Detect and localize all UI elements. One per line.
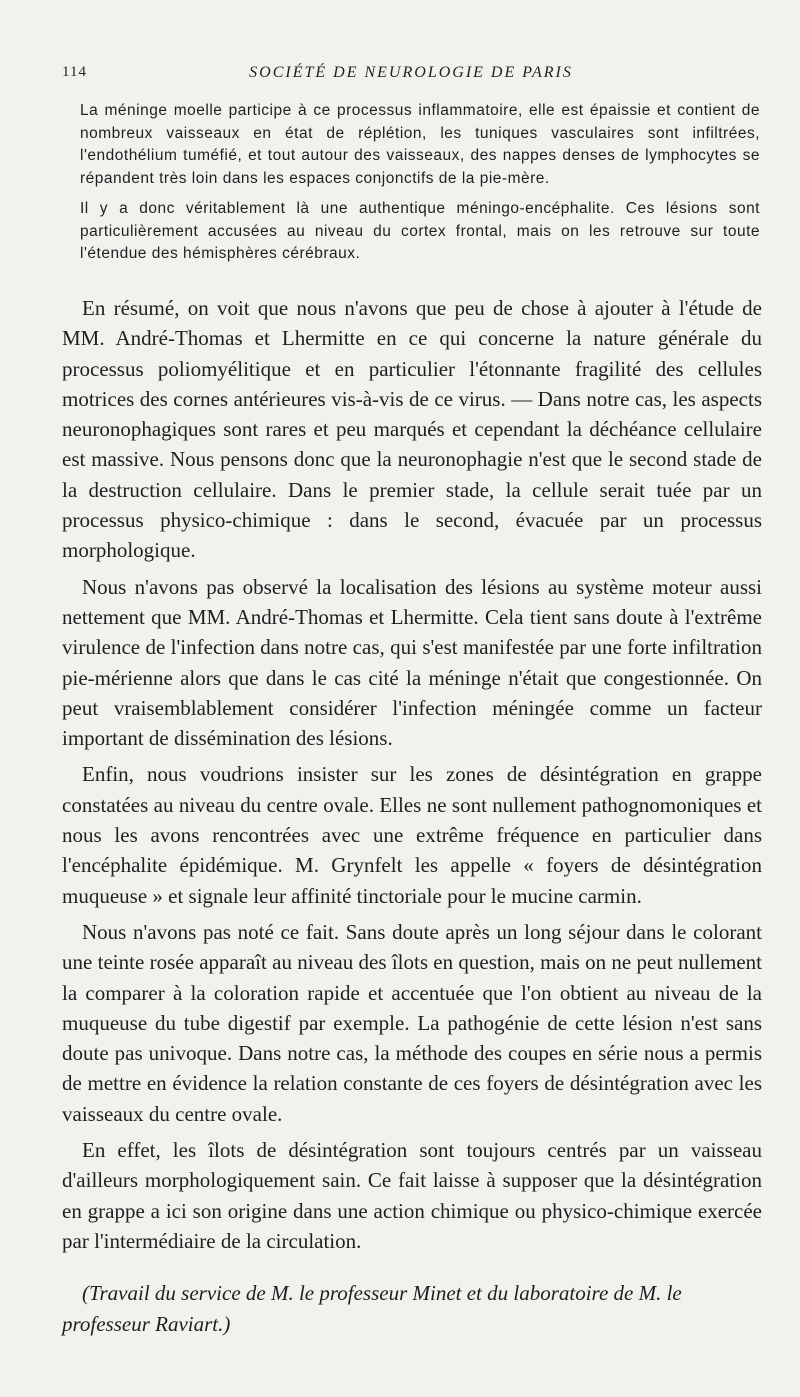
body-paragraph: Nous n'avons pas noté ce fait. Sans doute après un long séjour dans le colorant une teinte rosée apparaît au niveau des îlots en question, mais on ne peut nullement la comparer à la coloration rapide et accentuée que l'on obtient au niveau de la muqueuse du tube digestif par exemple. La pathogénie de cette lésion n'est sans doute pas univoque. Dans notre cas, la méthode des coupes en série nous a permis de mettre en évidence la relation constante de ces foyers de désintégration avec les vaisseaux du centre ovale.: [62, 919, 762, 1126]
main-body: [62, 293, 762, 1262]
body-paragraph: Enfin, nous voudrions insister sur les zones de désintégration en grappe constatées au niveau du centre ovale. Elles ne sont nullement pathognomoniques et nous les avons rencontrées avec une extrême fréquence en particulier dans l'encéphalite épidémique. M. Grynfelt les appelle « foyers de désintégration muqueuse » et signale leur affinité tinctoriale pour le mucine carmin.: [62, 762, 762, 908]
body-paragraph: En résumé, on voit que nous n'avons que peu de chose à ajouter à l'étude de MM. André-Thomas et Lhermitte en ce qui concerne la nature générale du processus poliomyélitique et en particulier l'étonnante fragilité des cellules motrices des cornes antérieures vis-à-vis de ce virus. — Dans notre cas, les aspects neuronophagiques sont rares et peu marqués et cependant la déchéance cellulaire est massive. Nous pensons donc que la neuronophagie n'est que le second stade de la destruction cellulaire. Dans le premier stade, la cellule serait tuée par un processus physico-chimique : dans le second, évacuée par un processus morphologique.: [62, 296, 762, 563]
page-header: [62, 64, 760, 84]
body-paragraph: En effet, les îlots de désintégration sont toujours centrés par un vaisseau d'ailleurs morphologiquement sain. Ce fait laisse à supposer que la désintégration en grappe a ici son origine dans une action chimique ou physico-chimique exercée par l'intermédiaire de la circulation.: [62, 1138, 762, 1253]
small-print-section: [80, 100, 760, 274]
body-paragraph: Nous n'avons pas observé la localisation des lésions au système moteur aussi nettement que MM. André-Thomas et Lhermitte. Cela tient sans doute à l'extrême virulence de l'infection dans notre cas, qui s'est manifestée par une forte infiltration pie-mérienne alors que dans le cas cité la méninge n'était que congestionnée. On peut vraisemblablement considérer l'infection méningée comme un facteur important de dissémination des lésions.: [62, 574, 762, 751]
small-paragraph: La méninge moelle participe à ce processus inflammatoire, elle est épaissie et contient de nombreux vaisseaux en état de réplétion, les tuniques vasculaires sont infiltrées, l'endothélium tuméfié, et tout autour des vaisseaux, des nappes denses de lymphocytes se répandent très loin dans les espaces conjonctifs de la pie-mère.: [80, 102, 760, 187]
credit-note: (Travail du service de M. le professeur Minet et du laboratoire de M. le professeur Raviart.): [62, 1281, 682, 1336]
page-number: 114: [62, 64, 87, 80]
running-title: SOCIÉTÉ DE NEUROLOGIE DE PARIS: [249, 64, 573, 81]
small-paragraph: Il y a donc véritablement là une authentique méningo-encéphalite. Ces lésions sont particulièrement accusées au niveau du cortex frontal, mais on les retrouve sur toute l'étendue des hémisphères cérébraux.: [80, 200, 760, 262]
